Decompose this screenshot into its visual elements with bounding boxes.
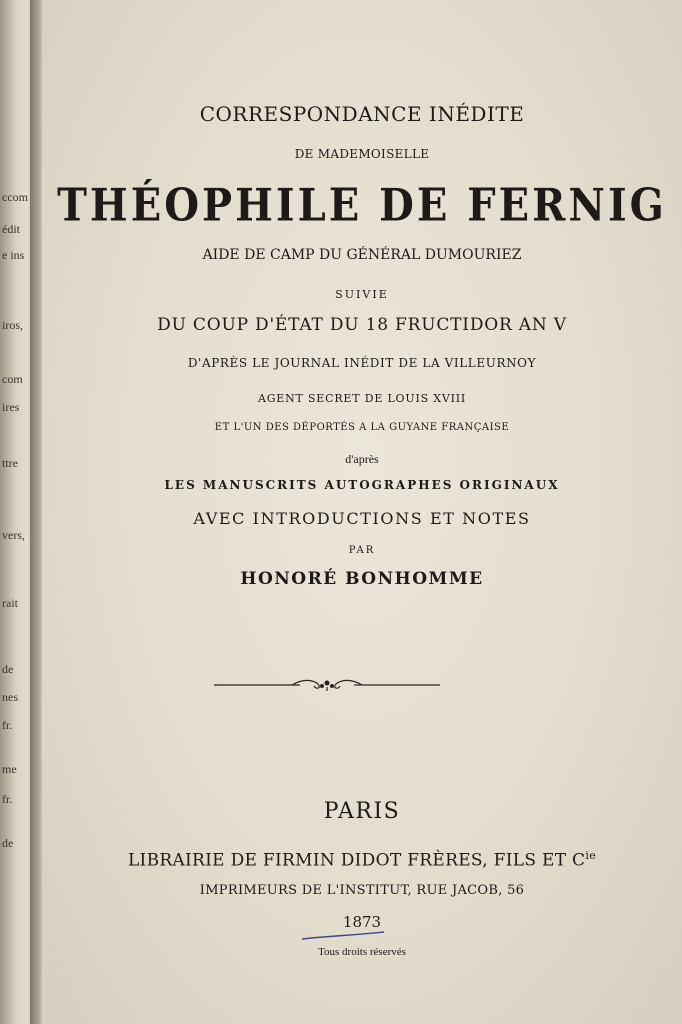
deportes-line: ET L'UN DES DÉPORTÉS A LA GUYANE FRANÇAISE: [214, 422, 510, 433]
printers-line: IMPRIMEURS DE L'INSTITUT, RUE JACOB, 56: [199, 883, 525, 898]
publisher-line: [42, 849, 682, 871]
title-page: [42, 0, 682, 1024]
manuscrits-line: LES MANUSCRITS AUTOGRAPHES ORIGINAUX: [164, 478, 560, 492]
left-page-fragment: de: [2, 662, 14, 676]
ornament-divider: [212, 675, 442, 695]
dapres-line: d'après: [345, 452, 379, 466]
subject-role: AIDE DE CAMP DU GÉNÉRAL DUMOURIEZ: [202, 247, 522, 263]
left-page-fragment: nes: [2, 690, 18, 704]
left-page-fragment: édit: [2, 222, 20, 236]
imprint-city: PARIS: [323, 799, 401, 824]
agent-line: AGENT SECRET DE LOUIS XVIII: [257, 392, 467, 405]
title-line-2: DE MADEMOISELLE: [294, 147, 430, 161]
pencil-underline-mark: [298, 930, 388, 944]
coup-detat-line: DU COUP D'ÉTAT DU 18 FRUCTIDOR AN V: [157, 315, 567, 335]
suivie-label: SUIVIE: [335, 288, 389, 301]
publication-year: 1873: [342, 913, 382, 931]
subject-name: THÉOPHILE DE FERNIG: [57, 179, 667, 232]
rights-notice: Tous droits réservés: [318, 946, 406, 958]
left-facing-page: [0, 0, 34, 1024]
left-page-fragment: com: [2, 372, 23, 386]
publisher-text: LIBRAIRIE DE FIRMIN DIDOT FRÈRES, FILS ET C: [127, 850, 586, 871]
introductions-line: AVEC INTRODUCTIONS ET NOTES: [193, 509, 531, 528]
left-page-fragment: ccom: [2, 190, 28, 204]
left-page-fragment: fr.: [2, 792, 13, 806]
left-page-fragment: iros,: [2, 318, 23, 332]
left-page-fragment: ires: [2, 400, 20, 414]
publisher-superscript: ie: [585, 849, 597, 862]
par-label: PAR: [348, 545, 376, 556]
left-page-fragment: me: [2, 762, 17, 776]
left-page-fragment: fr.: [2, 718, 13, 732]
left-page-fragment: vers,: [2, 528, 25, 542]
author-name: HONORÉ BONHOMME: [240, 569, 484, 589]
left-page-fragment: e ins: [2, 248, 25, 262]
left-page-fragment: de: [2, 836, 14, 850]
left-page-fragment: ttre: [2, 456, 18, 470]
journal-line: D'APRÈS LE JOURNAL INÉDIT DE LA VILLEURNOY: [187, 356, 537, 370]
title-line-1: CORRESPONDANCE INÉDITE: [199, 102, 525, 126]
left-page-fragment: rait: [2, 596, 18, 610]
